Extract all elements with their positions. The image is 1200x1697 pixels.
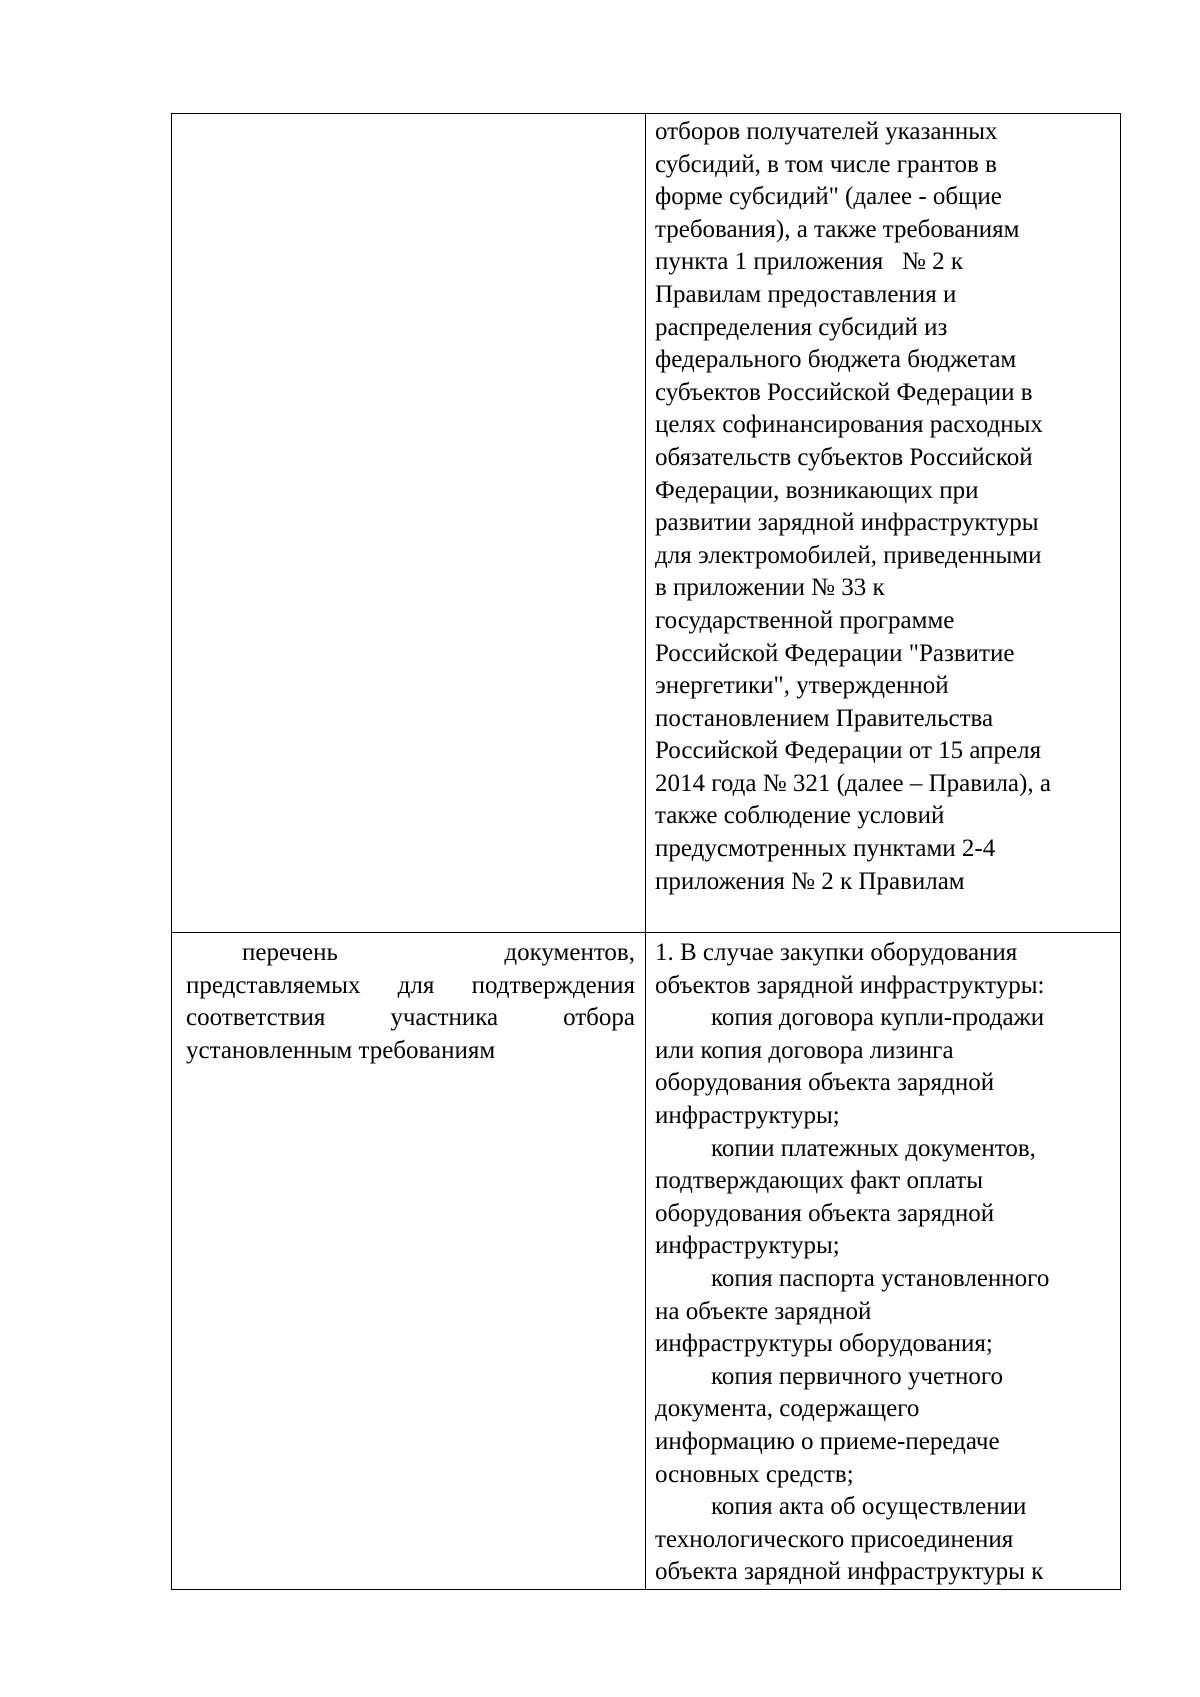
label-word: отбора [563,1004,635,1032]
label-word: участника [390,1004,499,1032]
list-item-continuation: на объекте зарядной [655,1297,872,1325]
table-row [172,114,1121,933]
text-line: пункта 1 приложения № 2 к [655,248,964,276]
text-line: в приложении № 33 к [655,574,885,602]
list-item-continuation: оборудования объекта зарядной [655,1069,995,1097]
list-item: копия первичного учетного [711,1362,1003,1390]
text-line: форме субсидий" (далее - общие [655,183,1002,211]
text-line: Федерации, возникающих при [655,476,979,504]
text-line: также соблюдение условий [655,802,945,830]
list-item-continuation: инфраструктуры; [655,1232,840,1260]
label-word: перечень [242,939,338,966]
requirements-table [171,113,1121,1590]
label-line [186,1002,635,1035]
list-item-continuation: инфраструктуры оборудования; [655,1330,993,1358]
text-line: развитии зарядной инфраструктуры [655,509,1039,537]
label-line [186,937,635,970]
list-item: копия паспорта установленного [711,1264,1050,1292]
text-line: федерального бюджета бюджетам [655,346,1017,374]
text-line: энергетики", утвержденной [655,672,949,700]
label-line [186,970,635,1003]
text-line: субъектов Российской Федерации в [655,378,1033,406]
text-line: отборов получателей указанных [655,118,998,145]
text-line: 2014 года № 321 (далее – Правила), а [655,769,1051,797]
list-item-continuation: документа, содержащего [655,1395,920,1423]
list-item-continuation: или копия договора лизинга [655,1036,954,1064]
text-line: Российской Федерации от 15 апреля [655,737,1042,765]
list-item-continuation: основных средств; [655,1460,854,1488]
list-item: копия акта об осуществлении [711,1493,1027,1521]
text-line: обязательств субъектов Российской [655,443,1033,471]
label-word: соответствия [186,1004,326,1032]
label-word: документов, [504,939,635,966]
list-item-continuation: объекта зарядной инфраструктуры к [655,1558,1044,1586]
list-item: копия договора купли-продажи [711,1004,1045,1032]
text-line: государственной программе [655,606,955,634]
list-item-continuation: информацию о приеме-передаче [655,1427,1000,1455]
table-cell-requirements-text [646,114,1121,933]
table-cell-empty [172,114,646,933]
text-line: постановлением Правительства [655,704,994,732]
label-line: установленным требованиям [186,1036,496,1064]
text-line: требования), а также требованиям [655,215,1020,243]
text-line: распределения субсидий из [655,313,948,341]
text-line: Российской Федерации "Развитие [655,639,1015,667]
text-line: Правилам предоставления и [655,280,957,308]
table-row [172,933,1121,1590]
text-line: предусмотренных пунктами 2-4 [655,835,996,863]
text-line: приложения № 2 к Правилам [655,867,965,895]
list-item-continuation: оборудования объекта зарядной [655,1199,995,1227]
table-cell-documents-label [172,933,646,1590]
list-item-continuation: подтверждающих факт оплаты [655,1167,984,1195]
text-line: субсидий, в том числе грантов в [655,150,997,178]
list-item-continuation: инфраструктуры; [655,1101,840,1129]
list-item: копии платежных документов, [711,1134,1036,1162]
list-heading: объектов зарядной инфраструктуры: [655,971,1045,999]
label-word: представляемых [186,971,361,999]
list-heading: 1. В случае закупки оборудования [655,939,1018,966]
label-word: для [397,971,435,999]
text-line: для электромобилей, приведенными [655,541,1042,569]
table-cell-documents-list [646,933,1121,1590]
text-line: целях софинансирования расходных [655,411,1043,439]
list-item-continuation: технологического присоединения [655,1525,1014,1553]
label-word: подтверждения [471,971,635,999]
